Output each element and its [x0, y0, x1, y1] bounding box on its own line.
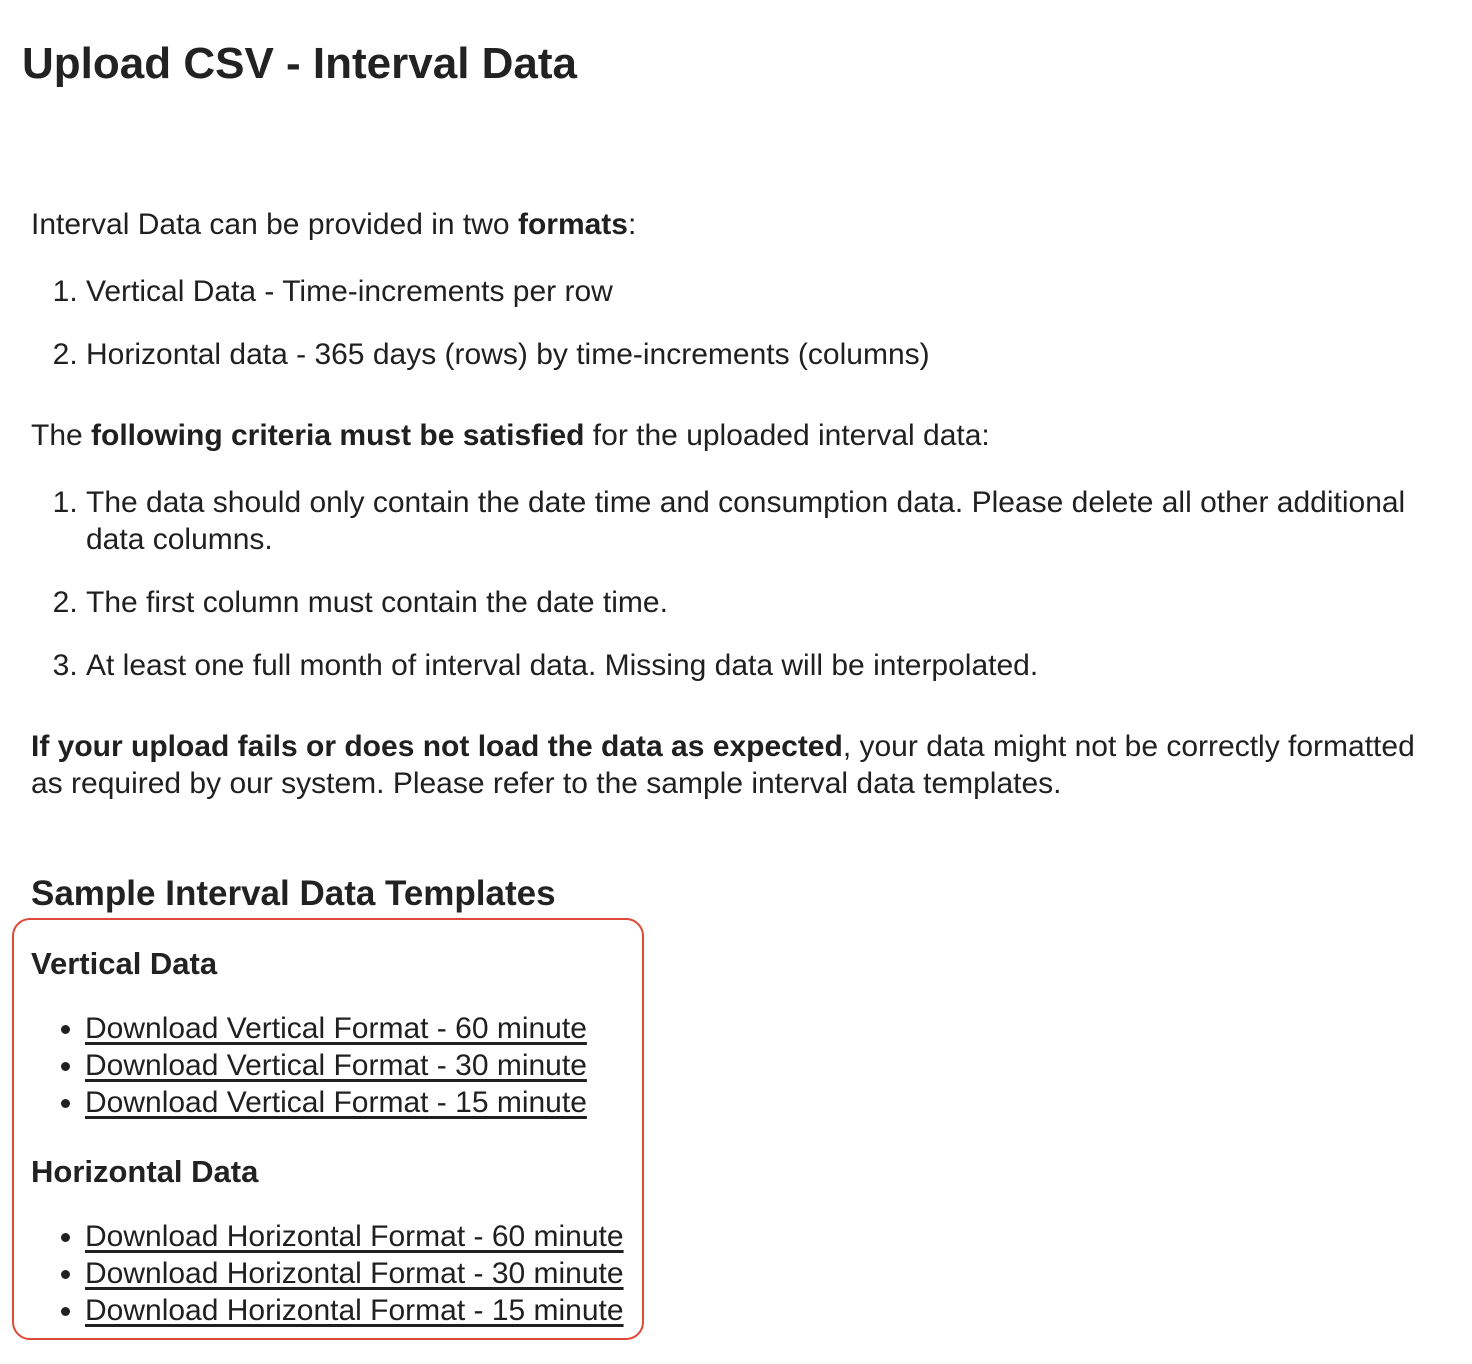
formats-intro	[31, 206, 1431, 243]
download-vertical-15-link[interactable]: Download Vertical Format - 15 minute	[85, 1086, 587, 1119]
download-horizontal-15-link[interactable]: Download Horizontal Format - 15 minute	[85, 1294, 624, 1327]
criteria-item: 1. The data should only contain the date time and consumption data. Please delete all other additional data columns.	[86, 484, 1431, 558]
criteria-item: 2. The first column must contain the date time.	[86, 584, 1431, 621]
instructions-section	[31, 206, 1431, 802]
download-horizontal-60-link[interactable]: Download Horizontal Format - 60 minute	[85, 1220, 624, 1253]
formats-list	[31, 273, 1431, 373]
vertical-data-heading: Vertical Data	[31, 946, 218, 981]
list-item	[85, 1218, 624, 1255]
list-item	[85, 1010, 587, 1047]
list-item	[85, 1255, 624, 1292]
horizontal-download-list	[31, 1218, 624, 1329]
vertical-download-list	[31, 1010, 587, 1121]
page-title: Upload CSV - Interval Data	[22, 39, 578, 88]
horizontal-data-heading: Horizontal Data	[31, 1154, 259, 1189]
upload-warning-bold: If your upload fails or does not load the data as expected	[31, 730, 843, 763]
formats-intro-suffix: :	[627, 208, 637, 241]
criteria-intro-suffix: for the uploaded interval data:	[584, 419, 990, 452]
templates-heading: Sample Interval Data Templates	[31, 874, 556, 913]
format-item-horizontal: 2. Horizontal data - 365 days (rows) by time-increments (columns)	[86, 336, 1431, 373]
criteria-item: 3. At least one full month of interval data. Missing data will be interpolated.	[86, 647, 1431, 684]
upload-warning	[31, 728, 1431, 802]
formats-intro-text: Interval Data can be provided in two	[31, 208, 518, 241]
download-vertical-30-link[interactable]: Download Vertical Format - 30 minute	[85, 1049, 587, 1082]
criteria-intro	[31, 417, 1431, 454]
criteria-list	[31, 484, 1431, 684]
list-item	[85, 1292, 624, 1329]
list-item	[85, 1084, 587, 1121]
upload-warning-text: , your data might not be correctly formatted as required by our system. Please refer to the sample interval data templates.	[31, 730, 1415, 800]
download-horizontal-30-link[interactable]: Download Horizontal Format - 30 minute	[85, 1257, 624, 1290]
formats-intro-bold: formats	[517, 208, 628, 241]
criteria-intro-text: The	[31, 419, 92, 452]
criteria-intro-bold: following criteria must be satisfied	[91, 419, 585, 452]
download-vertical-60-link[interactable]: Download Vertical Format - 60 minute	[85, 1012, 587, 1045]
list-item	[85, 1047, 587, 1084]
format-item-vertical: 1. Vertical Data - Time-increments per row	[86, 273, 1431, 310]
